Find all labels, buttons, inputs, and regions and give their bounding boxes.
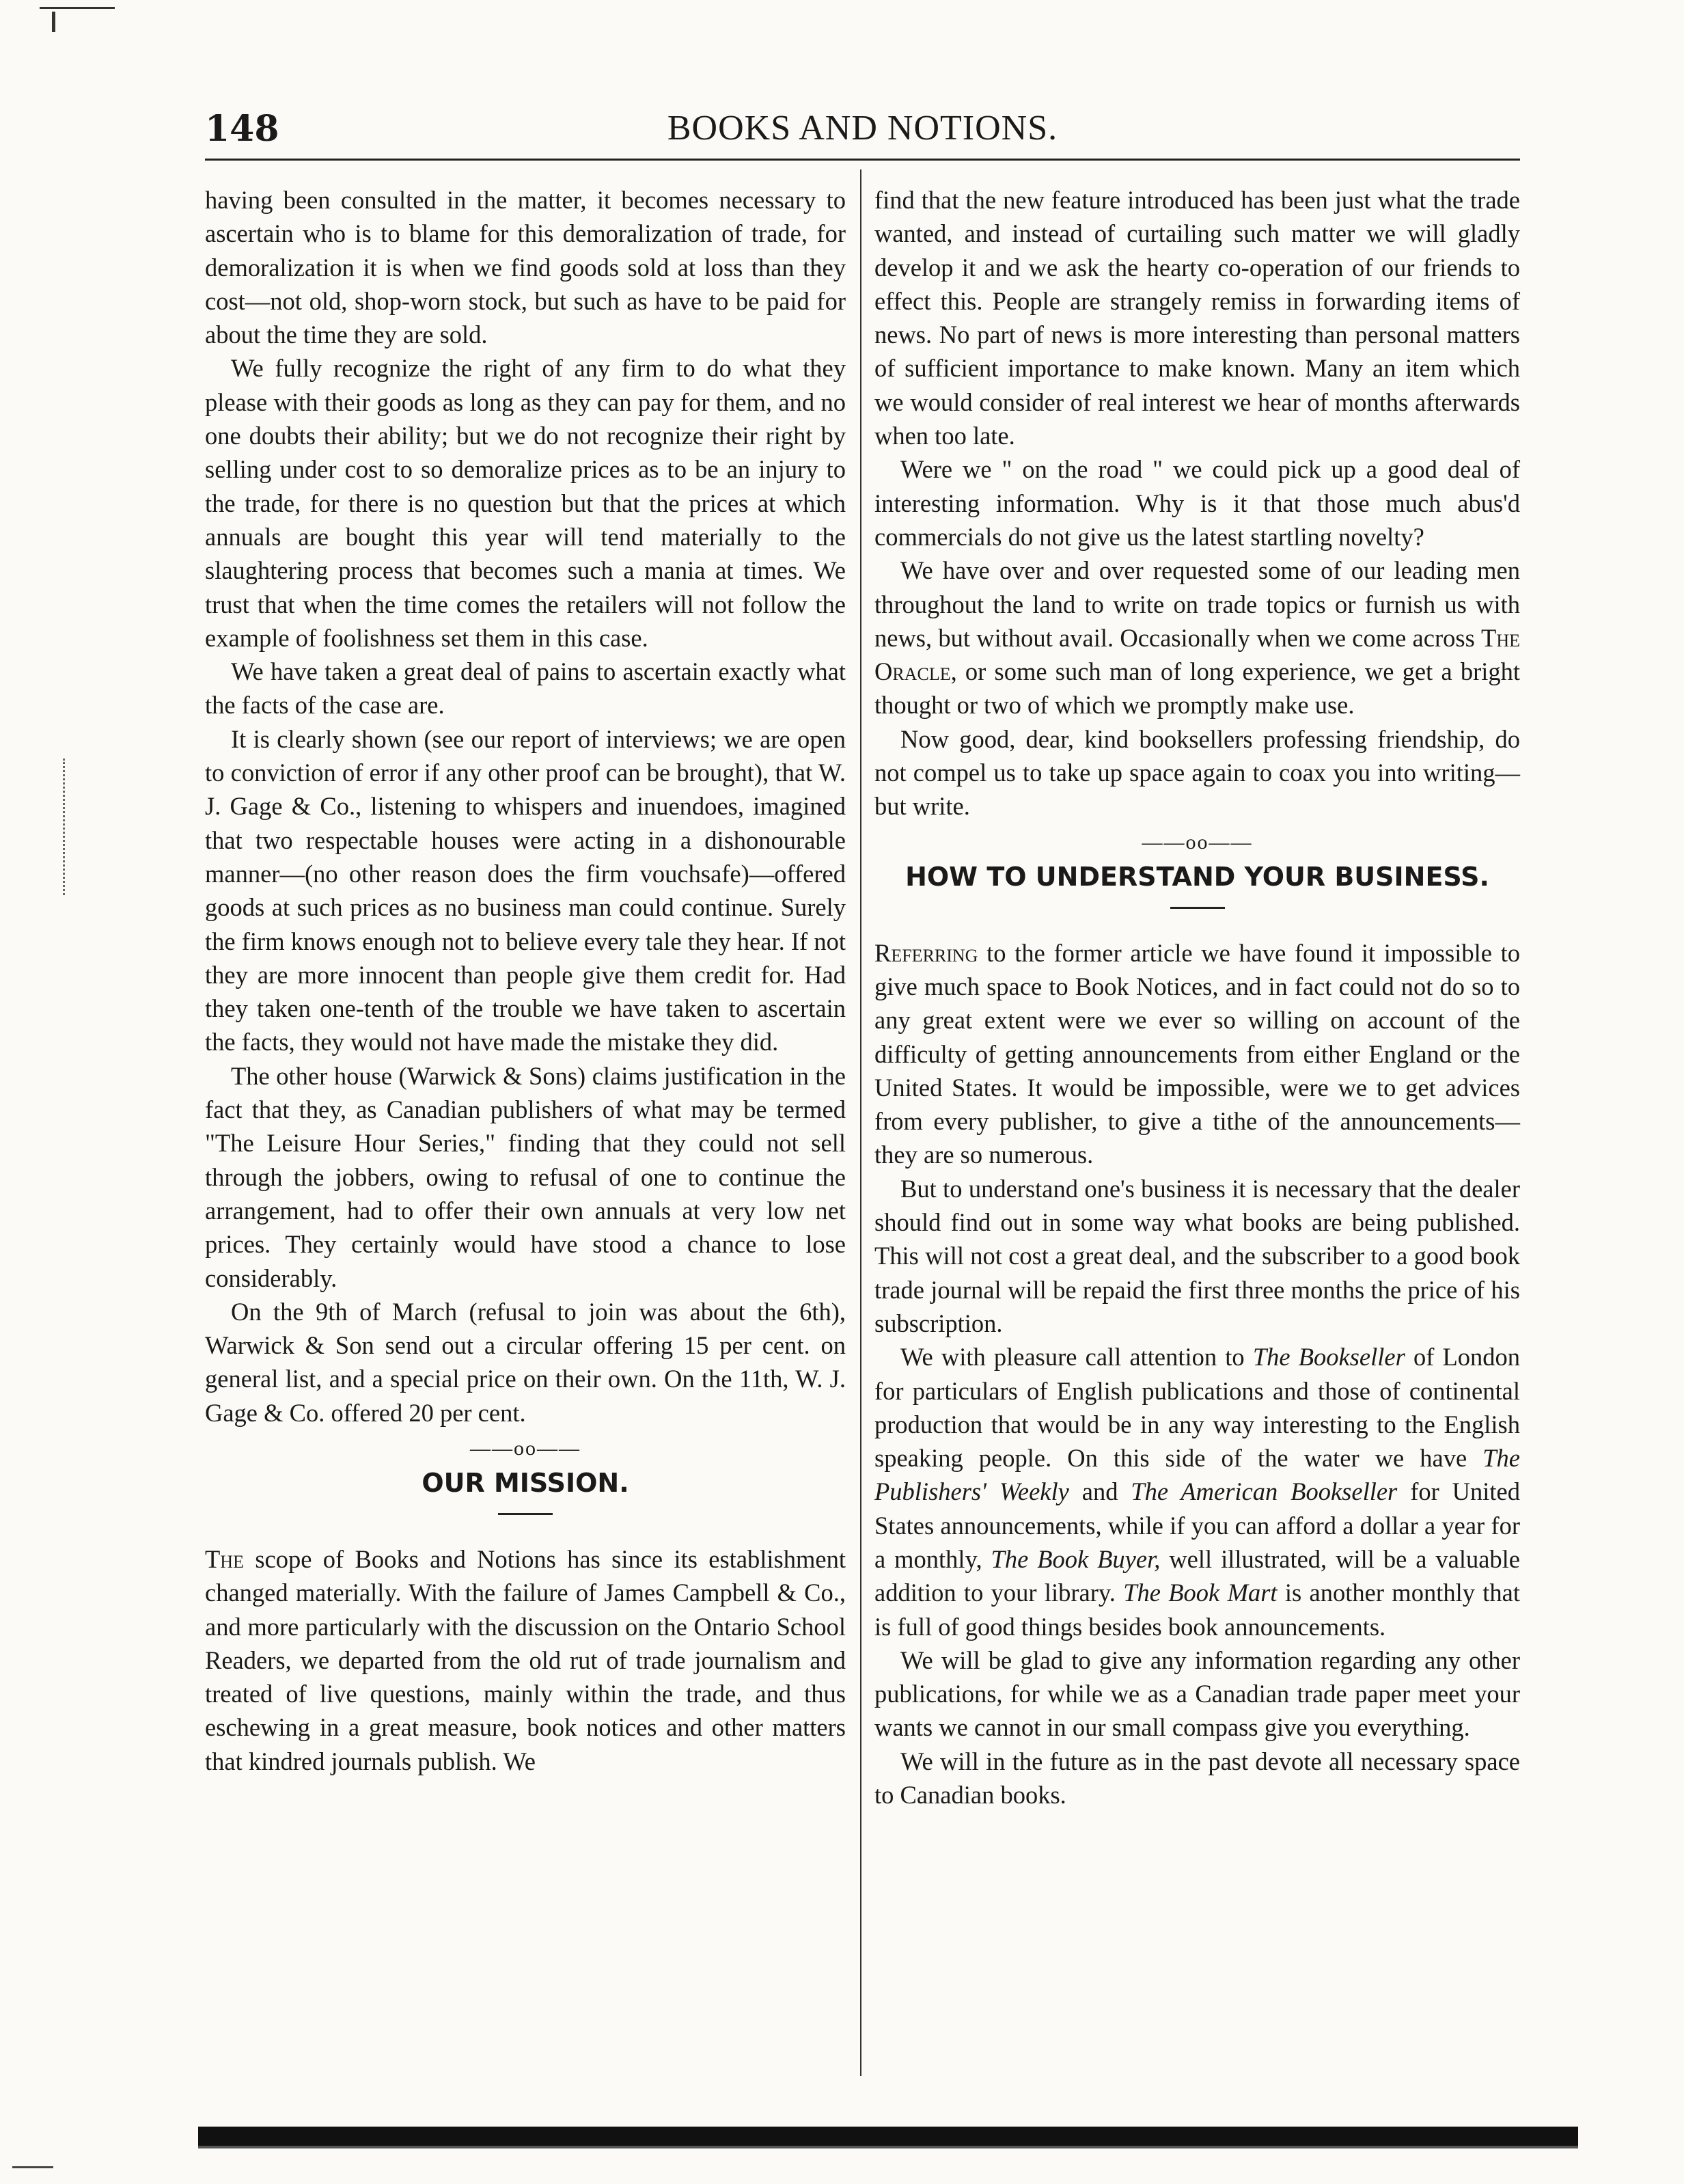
paragraph: We will in the future as in the past devote all necessary space to Canadian books. — [874, 1747, 1520, 1810]
paragraph-text: scope of Books and Notions has since its establishment changed materially. With the failure of James Campbell & Co., and more particularly with the discussion on the Ontario School Readers, we departed from the old rut of trade journalism and treated of live questions, mainly within the trade, and thus eschewing in a great measure, book notices and other matters that kindred journals publish. We — [205, 1544, 846, 1775]
paragraph — [874, 1340, 1520, 1643]
paragraph-text: for United States announcements, while if you can afford a dollar a year for a monthly, — [874, 1477, 1520, 1573]
footer-scan-mark — [12, 2166, 53, 2168]
paragraph — [874, 936, 1520, 1172]
publication-name: The Book Mart — [1123, 1579, 1278, 1607]
paragraph: It is clearly shown (see our report of interviews; we are open to conviction of error if any other proof can be brought), that W. J. Gage & Co., listening to whispers and inuendoes, imagined that two respectable houses were acting in a dishonourable manner—(no other reason does the firm vouchsafe)—offered goods at such prices as no business man could continue. Surely the firm knows enough not to believe every tale they hear. If not they are more innocent than people give them credit for. Had they taken one-tenth of the trouble we have taken to ascertain the facts, they would not have made the mistake they did. — [205, 724, 846, 1056]
paragraph-text: to the former article we have found it impossible to give much space to Book Notices, and in fact could not do so to any great extent were we ever so willing on account of the difficulty of getting announcements from either England or the United States. It would be impossible, were we to get advices from every publisher, to give a tithe of the announcements—they are so numerous. — [874, 938, 1521, 1169]
paragraph: Were we " on the road " we could pick up a good deal of interesting information. Why is it that those much abus'd commercials do not give us the latest startling novelty? — [874, 455, 1520, 551]
paragraph: We fully recognize the right of any firm to do what they please with their goods as long as they can pay for them, and no one doubts their ability; but we do not recognize their right by selling under cost to so demoralize prices as to be an injury to the trade, for there is no question but that the prices at which annuals are bought this year will tend materially to the slaughtering process that becomes such a mania at times. We trust that when the time comes the retailers will not follow the example of foolishness set them in this case. — [205, 354, 846, 652]
paragraph: Now good, dear, kind booksellers professing friendship, do not compel us to take up space again to coax you into writing—but write. — [874, 724, 1520, 821]
publication-name: The Book Buyer, — [991, 1544, 1161, 1573]
section-heading-business: HOW TO UNDERSTAND YOUR BUSINESS. — [905, 861, 1489, 892]
paragraph — [205, 1542, 846, 1778]
lead-word: The — [205, 1544, 244, 1573]
section-separator: ——oo—— — [1142, 830, 1253, 854]
paragraph: The other house (Warwick & Sons) claims justification in the fact that they, as Canadian publishers of what may be termed "The Leisure Hour Series," finding that they could not sell through the jobbers, owing to refusal of one to continue the arrangement, had to offer their own annuals at very low net prices. They certainly would have stood a chance to lose considerably. — [205, 1061, 846, 1292]
right-column — [874, 183, 1520, 1812]
paragraph-text: and — [1081, 1477, 1118, 1506]
section-heading-our-mission: OUR MISSION. — [422, 1467, 629, 1498]
publication-name: The Oracle, — [874, 623, 1520, 686]
heading-rule — [1170, 907, 1225, 909]
section-separator: ——oo—— — [470, 1436, 581, 1460]
paragraph — [874, 554, 1520, 722]
publication-name: The Publishers' Weekly — [874, 1444, 1520, 1506]
paragraph: We will be glad to give any information regarding any other publications, for while we as a Canadian trade paper meet your wants we cannot in our small compass give you everything. — [874, 1646, 1520, 1742]
column-divider — [860, 169, 861, 2076]
margin-marks — [63, 759, 69, 895]
paragraph: having been consulted in the matter, it becomes necessary to ascertain who is to blame for this demoralization of trade, for demoralization it is when we find goods sold at loss than they cost—not old, shop-worn stock, but such as have to be paid for about the time they are sold. — [205, 186, 846, 349]
header-rule — [205, 159, 1520, 161]
paragraph-text: is another monthly that is full of good things besides book announcements. — [874, 1579, 1521, 1641]
paragraph-text: of London for particulars of English publications and those of continental production that would be in any way interesting to the English speaking people. On this side of the water we have — [874, 1343, 1521, 1473]
page-header — [205, 108, 1520, 157]
paragraph-text: well illustrated, will be a valuable addition to your library. — [874, 1544, 1520, 1607]
paragraph-text: or some such man of long experience, we get a bright thought or two of which we promptly make use. — [874, 657, 1521, 720]
publication-name: The American Bookseller — [1131, 1477, 1398, 1506]
publication-name: The Bookseller — [1252, 1343, 1405, 1371]
paragraph-text: We with pleasure call attention to — [900, 1343, 1245, 1371]
paragraph: find that the new feature introduced has been just what the trade wanted, and instead of curtailing such matter we will gladly develop it and we ask the hearty co-operation of our friends to effect this. People are strangely remiss in forwarding items of news. No part of news is more interesting than personal matters of sufficient importance to make known. Many an item which we would consider of real interest we hear of months afterwards when too late. — [874, 186, 1520, 450]
lead-word: Referring — [874, 938, 978, 967]
paragraph: But to understand one's business it is necessary that the dealer should find out in some way what books are being published. This will not cost a great deal, and the subscriber to a good book trade journal will be repaid the first three months the price of his subscription. — [874, 1174, 1520, 1337]
page-number: 148 — [205, 108, 279, 150]
paragraph-text: We have over and over requested some of our leading men throughout the land to write on trade topics or furnish us with news, but without avail. Occasionally when we come across — [874, 556, 1520, 652]
paragraph: We have taken a great deal of pains to ascertain exactly what the facts of the case are. — [205, 657, 846, 720]
left-column — [205, 183, 846, 1778]
heading-rule — [498, 1513, 553, 1515]
paragraph: On the 9th of March (refusal to join was about the 6th), Warwick & Son send out a circular offering 15 per cent. on general list, and a special price on their own. On the 11th, W. J. Gage & Co. offered 20 per cent. — [205, 1297, 846, 1427]
bottom-border-bar — [198, 2127, 1578, 2147]
running-title: BOOKS AND NOTIONS. — [667, 109, 1058, 148]
corner-scan-mark — [40, 7, 115, 36]
